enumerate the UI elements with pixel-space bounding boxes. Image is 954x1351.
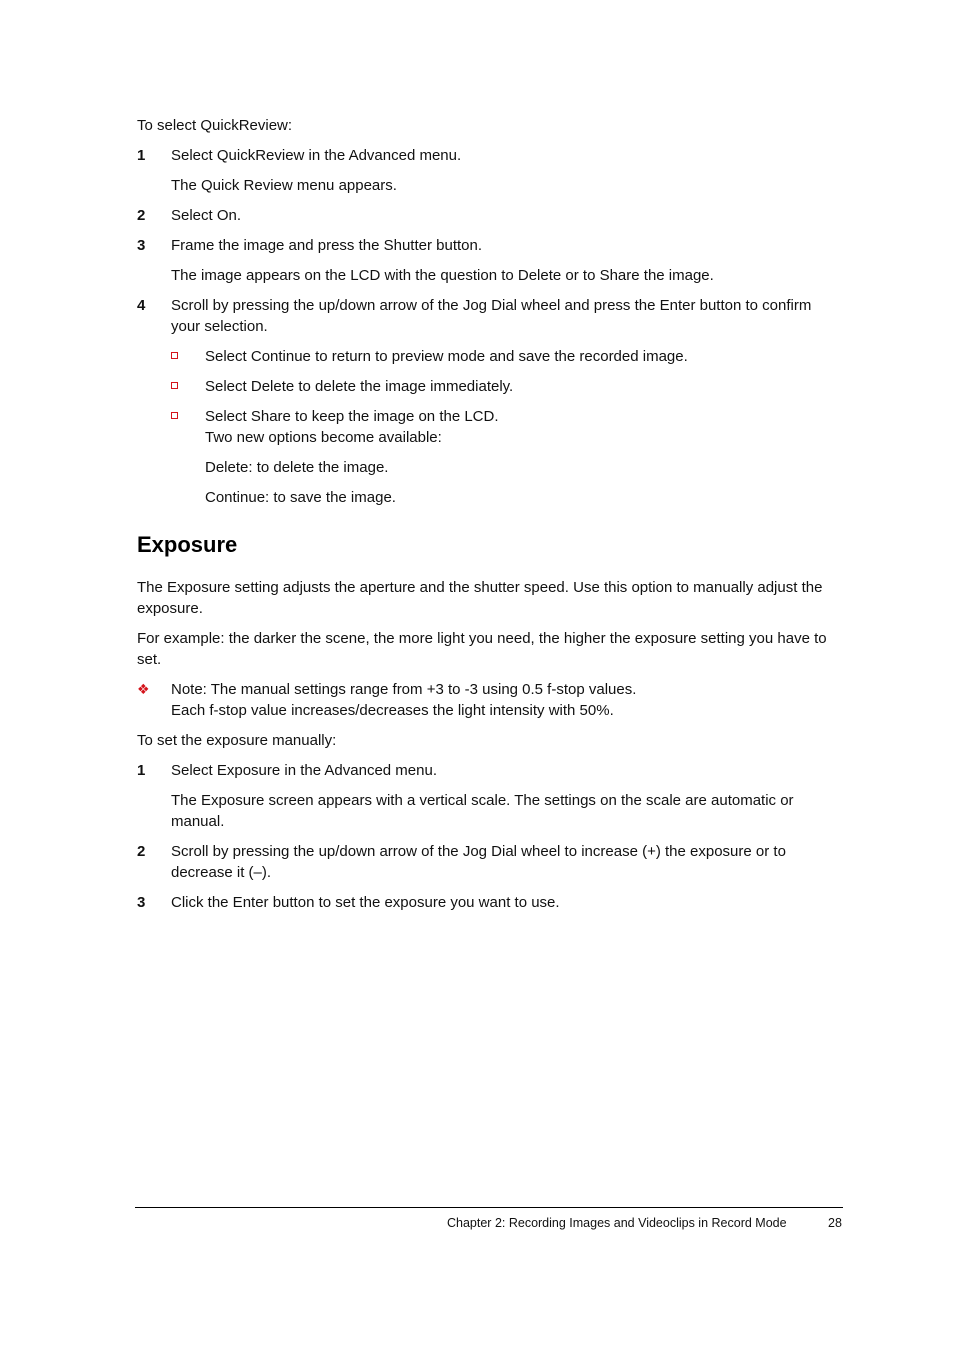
exposure-paragraph-1: The Exposure setting adjusts the aperture and the shutter speed. Use this option to manually adjust the exposure.: [137, 579, 823, 617]
bullet-text: Select Continue to return to preview mode and save the recorded image.: [205, 348, 688, 365]
step-text: Select Exposure in the Advanced menu.: [171, 762, 438, 779]
bullet-text-line2: Two new options become available:: [205, 429, 442, 446]
step-number: 3: [137, 894, 146, 911]
quickreview-step-2: [137, 205, 843, 226]
bullet-continue: [137, 346, 843, 367]
share-option-delete: Delete: to delete the image.: [205, 459, 389, 476]
step-text: Select On.: [171, 207, 242, 224]
bullet-delete: [137, 376, 843, 397]
exposure-step-1-result: The Exposure screen appears with a vertical scale. The settings on the scale are automatic or manual.: [171, 792, 794, 830]
page-content: [137, 115, 843, 922]
exposure-intro: To set the exposure manually:: [137, 732, 337, 749]
quickreview-step-1: [137, 145, 843, 166]
square-bullet-icon: [171, 412, 178, 419]
exposure-paragraph-2: For example: the darker the scene, the more light you need, the higher the exposure setting you have to set.: [137, 630, 827, 668]
four-diamond-note-icon: ❖: [137, 681, 150, 697]
step-1-result: The Quick Review menu appears.: [171, 177, 397, 194]
bullet-text: Select Delete to delete the image immediately.: [205, 378, 514, 395]
exposure-step-1: [137, 760, 843, 781]
step-number: 1: [137, 762, 146, 779]
step-text: Frame the image and press the Shutter button.: [171, 237, 483, 254]
step-number: 3: [137, 237, 146, 254]
step-text: Scroll by pressing the up/down arrow of the Jog Dial wheel to increase (+) the exposure or to decrease it (–).: [171, 843, 786, 881]
step-number: 2: [137, 207, 146, 224]
quickreview-step-3: [137, 235, 843, 256]
step-text: Select QuickReview in the Advanced menu.: [171, 147, 462, 164]
quickreview-intro: To select QuickReview:: [137, 117, 293, 134]
section-heading: Exposure: [137, 532, 238, 557]
step-3-result: The image appears on the LCD with the question to Delete or to Share the image.: [171, 267, 714, 284]
exposure-step-2: [137, 841, 843, 883]
share-option-continue: Continue: to save the image.: [205, 489, 396, 506]
step-number: 2: [137, 843, 146, 860]
note-line-1: Note: The manual settings range from +3 to -3 using 0.5 f-stop values.: [171, 681, 637, 698]
bullet-text: Select Share to keep the image on the LCD.: [205, 408, 499, 425]
footer-divider: [135, 1207, 843, 1208]
step-number: 1: [137, 147, 146, 164]
quickreview-step-4: [137, 295, 843, 337]
footer-chapter-title: Chapter 2: Recording Images and Videoclips in Record Mode: [447, 1216, 787, 1230]
bullet-share: [137, 406, 843, 448]
square-bullet-icon: [171, 352, 178, 359]
step-number: 4: [137, 297, 146, 314]
exposure-note: [137, 679, 843, 721]
exposure-step-3: [137, 892, 843, 913]
footer-page-number: 28: [828, 1216, 842, 1230]
note-line-2: Each f-stop value increases/decreases the light intensity with 50%.: [171, 702, 614, 719]
square-bullet-icon: [171, 382, 178, 389]
step-text: Scroll by pressing the up/down arrow of the Jog Dial wheel and press the Enter button to confirm your selection.: [171, 297, 812, 335]
step-text: Click the Enter button to set the exposure you want to use.: [171, 894, 560, 911]
